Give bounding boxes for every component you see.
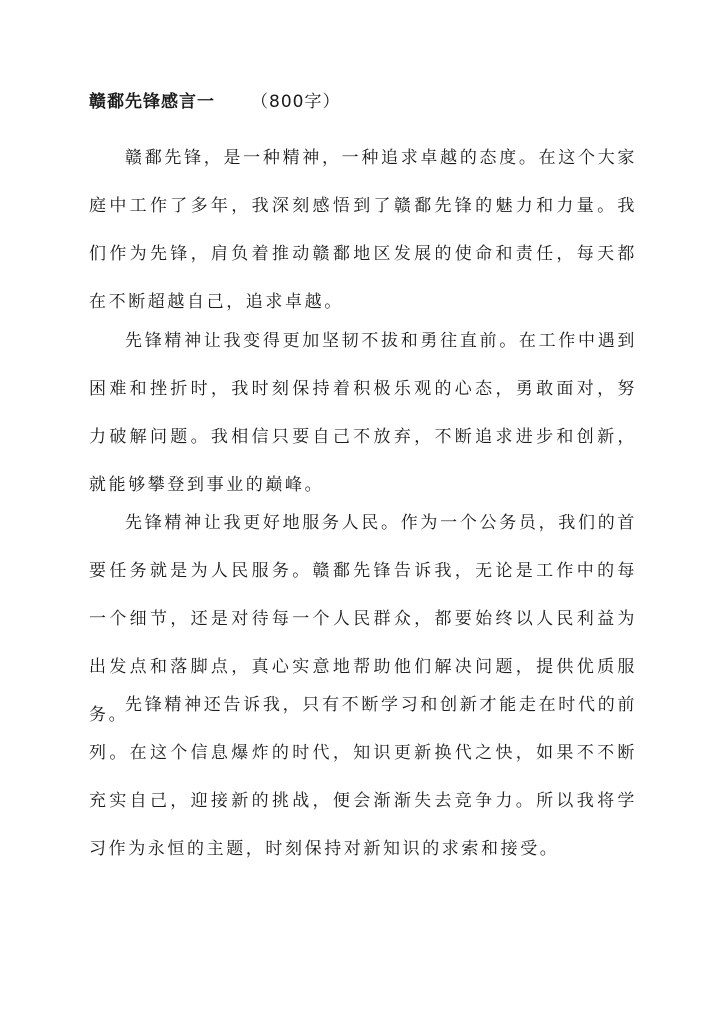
word-count: （800字） [251, 92, 341, 112]
paragraph: 先锋精神让我变得更加坚韧不拔和勇往直前。在工作中遇到困难和挫折时，我时刻保持着积极乐观的心态，勇敢面对，努力破解问题。我相信只要自己不放弃，不断追求进步和创新，就能够攀登到事业的巅峰。 [89, 331, 637, 495]
document-title [89, 90, 649, 114]
paragraph: 先锋精神让我更好地服务人民。作为一个公务员，我们的首要任务就是为人民服务。赣鄱先锋告诉我，无论是工作中的每一个细节，还是对待每一个人民群众，都要始终以人民利益为出发点和落脚点，真心实意地帮助他们解决问题，提供优质服务。 [89, 513, 637, 725]
title-text: 赣鄱先锋感言一 [89, 92, 215, 112]
paragraph: 先锋精神还告诉我，只有不断学习和创新才能走在时代的前列。在这个信息爆炸的时代，知识更新换代之快，如果不不断充实自己，迎接新的挑战，便会渐渐失去竞争力。所以我将学习作为永恒的主题，时刻保持对新知识的求索和接受。 [89, 695, 637, 859]
paragraph: 赣鄱先锋，是一种精神，一种追求卓越的态度。在这个大家庭中工作了多年，我深刻感悟到了赣鄱先锋的魅力和力量。我们作为先锋，肩负着推动赣鄱地区发展的使命和责任，每天都在不断超越自己，追求卓越。 [89, 148, 637, 312]
